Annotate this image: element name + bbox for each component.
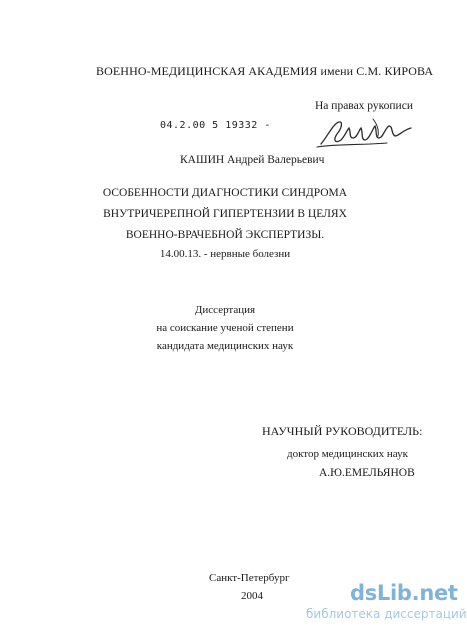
handwritten-signature (315, 114, 415, 154)
watermark-caption: библиотека диссертаций (306, 607, 467, 621)
degree-name: кандидата медицинских наук (156, 340, 294, 352)
watermark (306, 581, 467, 625)
supervisor-heading: НАУЧНЫЙ РУКОВОДИТЕЛЬ: (262, 424, 423, 438)
watermark-logo: dsLib.net (350, 581, 458, 605)
title-line: ОСОБЕННОСТИ ДИАГНОСТИКИ СИНДРОМА (102, 187, 348, 199)
supervisor-degree: доктор медицинских наук (287, 448, 408, 460)
academy-name: ВОЕННО-МЕДИЦИНСКАЯ АКАДЕМИЯ имени С.М. КИРОВА (96, 64, 434, 78)
rights-notice: На правах рукописи (315, 100, 413, 112)
title-line: ВНУТРИЧЕРЕПНОЙ ГИПЕРТЕНЗИИ В ЦЕЛЯХ (103, 208, 347, 220)
dissertation-label: Диссертация (194, 304, 256, 316)
year: 2004 (241, 590, 263, 602)
author-name: КАШИН Андрей Валерьевич (180, 154, 325, 166)
supervisor-name: А.Ю.ЕМЕЛЬЯНОВ (319, 467, 415, 479)
degree-purpose: на соискание ученой степени (156, 322, 294, 334)
title-line: ВОЕННО-ВРАЧЕБНОЙ ЭКСПЕРТИЗЫ. (125, 229, 325, 241)
specialty-code: 14.00.13. - нервные болезни (159, 248, 291, 260)
catalog-number-stamp: 04.2.00 5 19332 - (160, 120, 271, 131)
city: Санкт-Петербург (209, 572, 290, 584)
